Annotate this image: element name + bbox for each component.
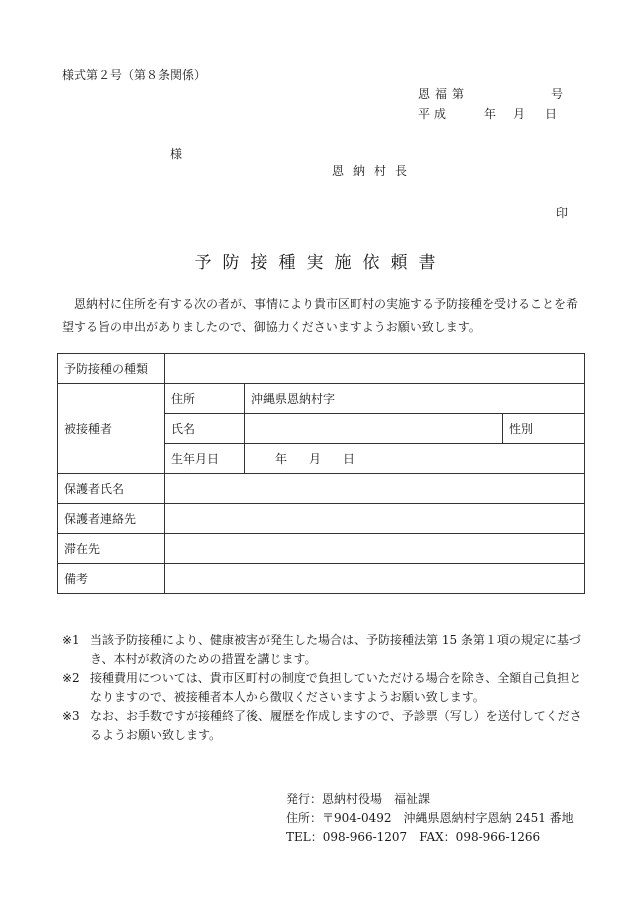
seal-mark: 印 (556, 206, 569, 220)
intro-paragraph: 恩納村に住所を有する次の者が、事情により貴市区町村の実施する予防接種を受けることを希望する旨の申出がありましたので、御協力くださいますようお願い致します。 (62, 297, 579, 334)
recipient-label: 被接種者 (58, 384, 165, 474)
note-mark: ※2 (62, 671, 80, 685)
date-month: 月 (513, 107, 526, 121)
note-mark: ※3 (62, 709, 80, 723)
note-item (62, 669, 584, 707)
remarks-field[interactable] (165, 564, 585, 594)
row-remarks (58, 564, 585, 594)
row-stay-location (58, 534, 585, 564)
dob-day: 日 (343, 452, 356, 466)
guardian-contact-label: 保護者連絡先 (58, 504, 165, 534)
remarks-label: 備考 (58, 564, 165, 594)
document-number-suffix: 号 (550, 87, 563, 101)
dob-year: 年 (275, 452, 288, 466)
footer-issuer: 発行：恩納村役場 福祉課 (286, 792, 431, 806)
note-mark: ※1 (62, 633, 80, 647)
row-address (58, 384, 585, 414)
address-field[interactable]: 沖縄県恩納村字 (245, 384, 585, 414)
name-label: 氏名 (165, 414, 245, 444)
footer-address: 住所：〒904-0492 沖縄県恩納村字恩納 2451 番地 (286, 811, 574, 825)
date-year: 年 (484, 107, 497, 121)
note-text: 当該予防接種により、健康被害が発生した場合は、予防接種法第 15 条第１項の規定に基づき、本村が救済のための措置を講じます。 (90, 633, 581, 666)
stay-location-field[interactable] (165, 534, 585, 564)
document-title: 予防接種実施依頼書 (194, 253, 447, 273)
request-form-table (57, 353, 585, 594)
form-number: 様式第２号（第８条関係） (62, 68, 207, 82)
note-item (62, 707, 584, 745)
dob-field[interactable] (245, 444, 585, 474)
vaccine-type-label: 予防接種の種類 (58, 354, 165, 384)
note-text: なお、お手数ですが接種終了後、履歴を作成しますので、予診票（写し）を送付してくださるようお願い致します。 (90, 709, 582, 742)
row-vaccine-type (58, 354, 585, 384)
addressee-suffix: 様 (170, 147, 183, 161)
sex-label: 性別 (503, 414, 585, 444)
name-field[interactable] (245, 414, 503, 444)
date-day: 日 (544, 107, 557, 121)
note-item (62, 631, 584, 669)
vaccine-type-field[interactable] (165, 354, 585, 384)
row-guardian-contact (58, 504, 585, 534)
dob-month: 月 (309, 452, 322, 466)
document-number-prefix: 恩福第 (418, 87, 470, 101)
address-label: 住所 (165, 384, 245, 414)
stay-location-label: 滞在先 (58, 534, 165, 564)
dob-label: 生年月日 (165, 444, 245, 474)
notes-section (62, 631, 584, 745)
guardian-name-field[interactable] (165, 474, 585, 504)
guardian-name-label: 保護者氏名 (58, 474, 165, 504)
sender-title: 恩納村長 (332, 164, 417, 178)
footer-contact: TEL：098-966-1207 FAX：098-966-1266 (286, 830, 541, 844)
row-guardian-name (58, 474, 585, 504)
date-era: 平成 (418, 107, 451, 121)
guardian-contact-field[interactable] (165, 504, 585, 534)
note-text: 接種費用については、貴市区町村の制度で負担していただける場合を除き、全額自己負担となりますので、被接種者本人から徴収くださいますようお願い致します。 (90, 671, 582, 704)
